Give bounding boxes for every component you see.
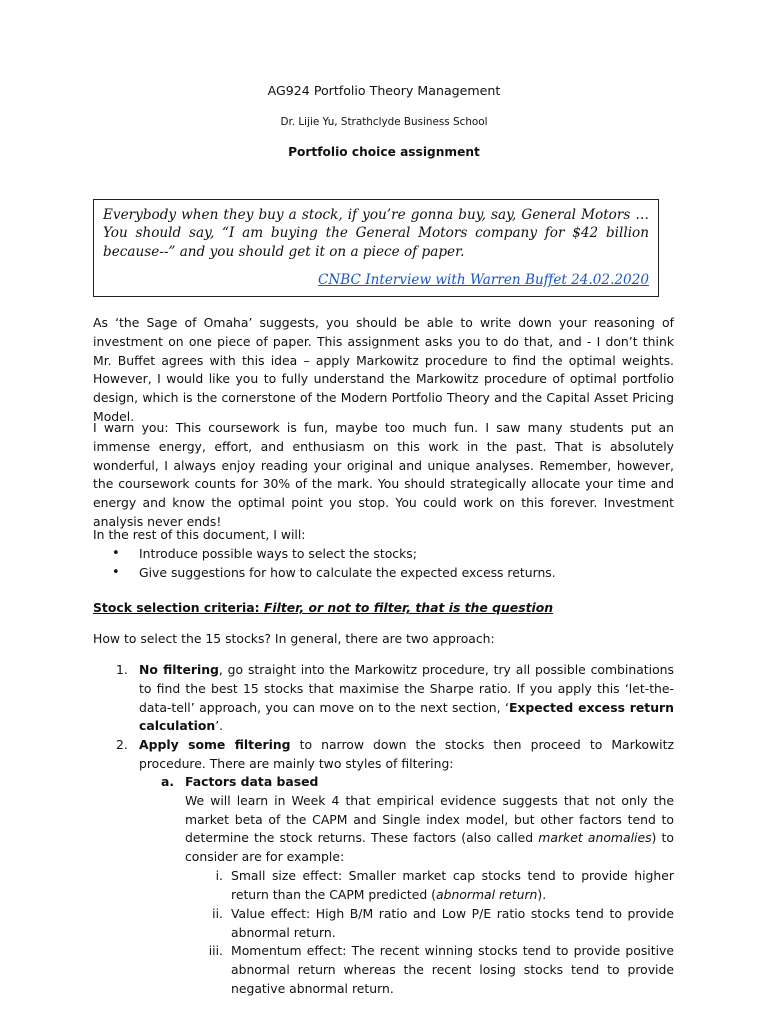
numbered-item-1 — [93, 661, 674, 736]
sub-item-a — [93, 773, 674, 867]
section-heading-italic: Filter, or not to filter, that is the question — [263, 600, 554, 615]
section-heading-prefix: Stock selection criteria: — [93, 600, 264, 615]
item-text: to narrow down the stocks then proceed to Markowitz procedure. There are mainly two styles of filtering: — [139, 737, 674, 771]
bold-lead: No filtering — [139, 662, 219, 677]
numbered-item-body — [139, 736, 674, 774]
quote-box — [93, 199, 659, 297]
warning-paragraph: I warn you: This coursework is fun, maybe too much fun. I saw many students put an immense energy, effort, and enthusiasm on this work in the past. That is absolutely wonderful, I always enjoy reading your original and unique analyses. Remember, however, the coursework counts for 30% of the mark. You should strategically allocate your time and energy and know the optimal point you stop. You could work on this forever. Investment analysis never ends! — [93, 420, 674, 529]
item-text-end: ’. — [215, 718, 224, 734]
sub-item-text: We will learn in Week 4 that empirical evidence suggests that not only the market beta of the CAPM and Single index model, but other factors tend to determine the stock returns. These factors (also called — [185, 792, 674, 846]
roman-number: i. — [215, 868, 223, 883]
roman-number: ii. — [212, 906, 223, 921]
quote-source-link[interactable]: CNBC Interview with Warren Buffet 24.02.2020 — [318, 272, 649, 289]
sub-item-text-end: ) to consider are for example: — [185, 830, 674, 865]
sub-item-letter: a. — [161, 774, 175, 789]
roman-italic: abnormal return — [435, 886, 538, 902]
numbered-item-body — [139, 661, 674, 736]
item-number: 2. — [116, 737, 128, 752]
item-number: 1. — [116, 662, 128, 677]
bullet-item: • Give suggestions for how to calculate the expected excess returns. — [110, 564, 670, 583]
roman-item-ii — [93, 905, 674, 943]
sub-item-italic: market anomalies — [538, 830, 652, 846]
numbered-item-2 — [93, 736, 674, 774]
section-reference: Expected excess return calculation — [139, 699, 674, 734]
rest-intro-paragraph: In the rest of this document, I will: — [93, 527, 306, 542]
intro-paragraph: As ‘the Sage of Omaha’ suggests, you should be able to write down your reasoning of investment on one piece of paper. This assignment asks you to do that, and - I don’t think Mr. Buffet agrees with this idea – apply Markowitz procedure to find the optimal weights. However, I would like you to fully understand the Markowitz procedure of optimal portfolio design, which is the cornerstone of the Modern Portfolio Theory and the Capital Asset Pricing Model. — [93, 315, 674, 424]
roman-text-end: ). — [537, 886, 547, 902]
roman-item-body: Momentum effect: The recent winning stocks tend to provide positive abnormal return whereas the recent losing stocks tend to provide negative abnormal return. — [231, 943, 674, 996]
roman-item-body — [231, 867, 674, 905]
roman-item-iii — [93, 942, 674, 998]
course-title: AG924 Portfolio Theory Management — [267, 83, 501, 98]
section-heading — [93, 600, 553, 615]
bullet-item: • Introduce possible ways to select the stocks; — [110, 545, 670, 564]
quote-text: Everybody when they buy a stock, if you’re gonna buy, say, General Motors … You should say, “I am buying the General Motors company for $42 billion because--” and you should get it on a piece of paper. — [103, 207, 649, 260]
how-to-select-paragraph: How to select the 15 stocks? In general, there are two approach: — [93, 631, 495, 646]
roman-text: Small size effect: Smaller market cap stocks tend to provide higher return than the CAPM predicted ( — [231, 868, 674, 902]
item-text: , go straight into the Markowitz procedure, try all possible combinations to find the best 15 stocks that maximise the Sharpe ratio. If you apply this ‘let-the-data-tell’ approach, you can move on to the next section, ‘ — [139, 662, 674, 715]
bold-lead: Apply some filtering — [139, 737, 291, 752]
roman-item-i — [93, 867, 674, 905]
roman-item-body: Value effect: High B/M ratio and Low P/E ratio stocks tend to provide abnormal return. — [231, 906, 674, 940]
assignment-title: Portfolio choice assignment — [288, 145, 480, 159]
author-line: Dr. Lijie Yu, Strathclyde Business School — [280, 116, 488, 128]
intro-bullet-list — [110, 545, 670, 583]
sub-item-body — [185, 792, 674, 867]
sub-item-title: Factors data based — [185, 774, 319, 789]
roman-number: iii. — [208, 943, 223, 958]
